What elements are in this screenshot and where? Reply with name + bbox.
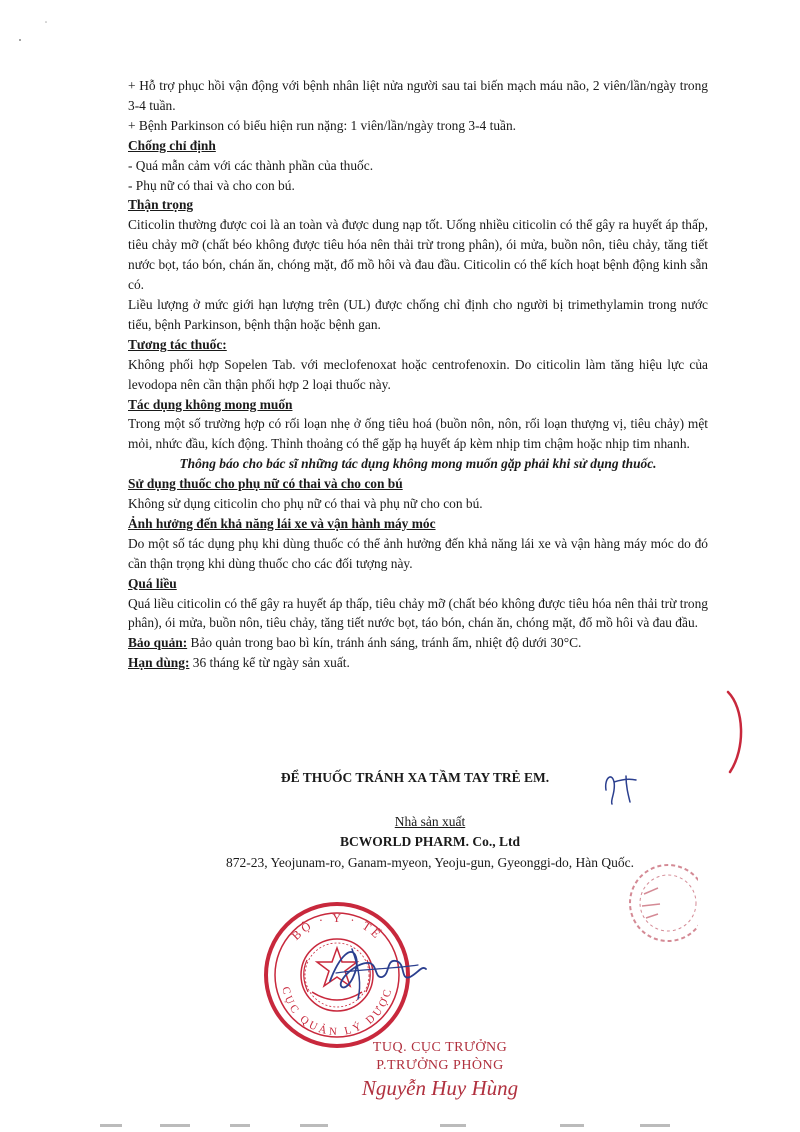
dosage-parkinson-hemiplegia: + Hỗ trợ phục hồi vận động với bệnh nhân liệt nửa người sau tai biến mạch máu não, 2 viên/lần/ngày trong 3-4 tuần. (128, 78, 708, 113)
contraindication-item: - Phụ nữ có thai và cho con bú. (128, 177, 295, 193)
side-effects-text: Trong một số trường hợp có rối loạn nhẹ ở ống tiêu hoá (buồn nôn, nôn, rối loạn thượng vị, tiêu chảy) mệt mỏi, nhức đầu, kích động. Thỉnh thoảng có thể gặp hạ huyết áp kèm nhịp tim chậm hoặc nhịp tim nhanh. (128, 416, 708, 452)
precautions-text: Liều lượng ở mức giới hạn lượng trên (UL) được chống chỉ định cho người bị trimethylamin trong nước tiểu, bệnh Parkinson, bệnh thận hoặc bệnh gan. (128, 296, 708, 332)
manufacturer-address: 872-23, Yeojunam-ro, Ganam-myeon, Yeoju-gun, Gyeonggi-do, Hàn Quốc. (226, 855, 634, 870)
manufacturer-label: Nhà sản xuất (394, 814, 466, 829)
precautions-heading: Thận trọng (128, 197, 194, 213)
overdose-heading: Quá liều (128, 575, 177, 591)
interactions-heading: Tương tác thuốc: (128, 336, 227, 352)
signer-name: Nguyễn Huy Hùng (361, 1076, 519, 1100)
overdose-text: Quá liều citicolin có thể gây ra huyết áp thấp, tiêu chảy mỡ (chất béo không được tiêu hóa nên thải trừ trong phân), ói mửa, buồn nôn, tiêu chảy, tăng tiết nước bọt, táo bón, chán ăn, chóng mặt, đổ mồ hôi và đau đầu. (128, 595, 708, 631)
side-effects-heading: Tác dụng không mong muốn (128, 396, 293, 412)
storage-label: Bảo quản: (128, 635, 188, 651)
pregnancy-text: Không sử dụng citicolin cho phụ nữ có thai và phụ nữ cho con bú. (128, 496, 483, 512)
side-effects-note: Thông báo cho bác sĩ những tác dụng không mong muốn gặp phải khi sử dụng thuốc. (179, 456, 657, 472)
expiry-label: Hạn dùng: (128, 655, 190, 671)
child-safety-warning: ĐỂ THUỐC TRÁNH XA TẦM TAY TRẺ EM. (280, 770, 550, 785)
manufacturer-name: BCWORLD PHARM. Co., Ltd (339, 834, 520, 849)
svg-text:BỘ · Y · TẾ: BỘ · Y · TẾ (288, 910, 386, 943)
storage-text: Bảo quản trong bao bì kín, tránh ánh sáng, tránh ẩm, nhiệt độ dưới 30°C. (187, 635, 582, 651)
dosage-parkinson-tremor: + Bệnh Parkinson có biểu hiện run nặng: 1 viên/lần/ngày trong 3-4 tuần. (128, 117, 516, 133)
driving-heading: Ảnh hưởng đến khả năng lái xe và vận hành máy móc (128, 515, 436, 531)
precautions-text: Citicolin thường được coi là an toàn và được dung nạp tốt. Uống nhiều citicolin có thể gây ra huyết áp thấp, tiêu chảy mỡ (chất béo không được tiêu hóa nên thải trừ trong phân), ói mửa, buồn nôn, tiêu chảy, tăng tiết nước bọt, táo bón, chán ăn, chóng mặt, đổ mồ hôi và đau đầu. Citicolin có thể kích hoạt bệnh động kinh sẵn có. (128, 217, 708, 293)
approval-title: TUQ. CỤC TRƯỞNG (372, 1040, 508, 1055)
pregnancy-heading: Sử dụng thuốc cho phụ nữ có thai và cho con bú (128, 476, 403, 492)
expiry-text: 36 tháng kể từ ngày sản xuất. (189, 655, 350, 671)
svg-text:CỤC QUẢN LÝ DƯỢC: CỤC QUẢN LÝ DƯỢC (279, 985, 395, 1039)
contraindications-heading: Chống chỉ định (128, 137, 216, 153)
driving-text: Do một số tác dụng phụ khi dùng thuốc có thể ảnh hưởng đến khả năng lái xe và vận hàng máy móc do đó cần thận trọng khi dùng thuốc cho các đối tượng này. (128, 535, 708, 571)
interactions-text: Không phối hợp Sopelen Tab. với meclofenoxat hoặc centrofenoxin. Do citicolin làm tăng hiệu lực của levodopa nên cần thận phối hợp 2 loại thuốc này. (128, 356, 708, 392)
approval-subtitle: P.TRƯỞNG PHÒNG (376, 1058, 504, 1073)
contraindication-item: - Quá mẫn cảm với các thành phần của thuốc. (128, 157, 374, 173)
